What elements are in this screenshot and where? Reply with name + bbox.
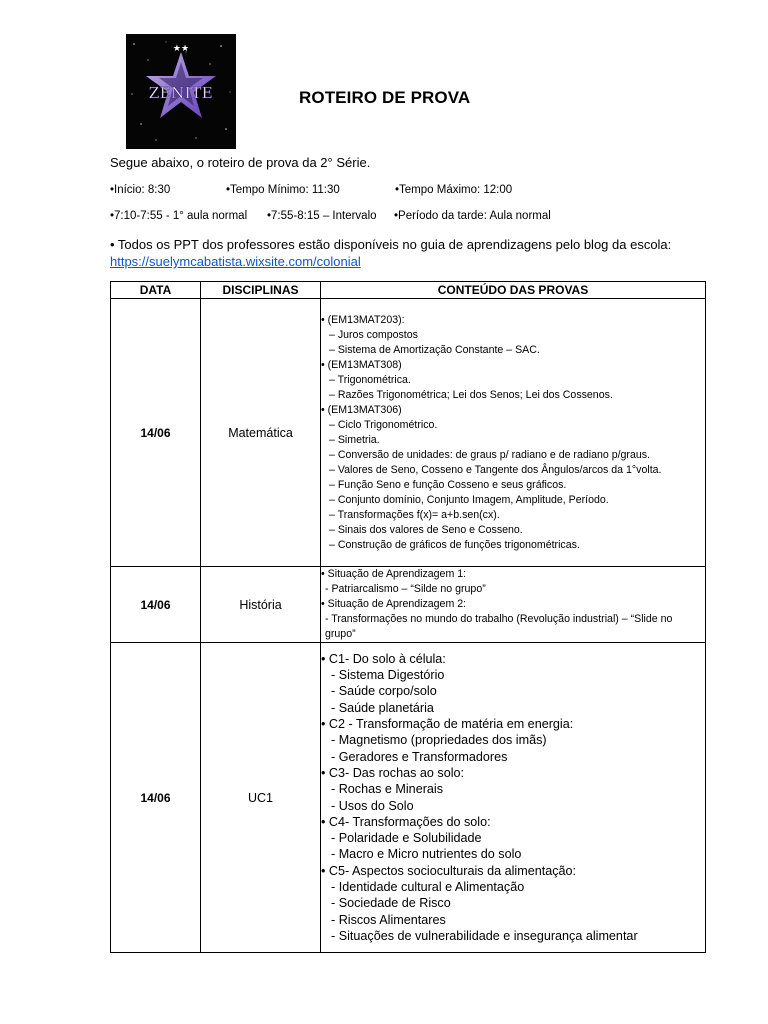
svg-text:★★: ★★	[172, 44, 190, 54]
content-item: – Trigonométrica.	[329, 373, 411, 386]
content-item: • C4- Transformações do solo:	[321, 814, 491, 829]
content-item: - Geradores e Transformadores	[331, 749, 508, 764]
content-item: - Rochas e Minerais	[331, 782, 443, 797]
blog-link[interactable]: https://suelymcabatista.wixsite.com/colonial	[110, 254, 361, 269]
afternoon-period: •Período da tarde: Aula normal	[394, 210, 551, 222]
content-item: - Identidade cultural e Alimentação	[331, 879, 525, 894]
content-item: - Situações de vulnerabilidade e insegurança alimentar	[331, 928, 638, 943]
content-item: – Razões Trigonométrica; Lei dos Senos; Lei dos Cossenos.	[329, 388, 613, 401]
content-item: - Patriarcalismo – “Silde no grupo”	[325, 583, 486, 595]
content-item: - Saúde planetária	[331, 700, 434, 715]
table-row	[111, 643, 706, 953]
intro-text: Segue abaixo, o roteiro de prova da 2° Série.	[110, 155, 371, 170]
row-content	[321, 643, 706, 953]
content-item: • C3- Das rochas ao solo:	[321, 765, 465, 780]
content-item: - Macro e Micro nutrientes do solo	[331, 847, 522, 862]
row-discipline: UC1	[201, 643, 321, 953]
header-content: CONTEÚDO DAS PROVAS	[321, 282, 706, 299]
content-item: – Simetria.	[329, 433, 380, 446]
content-item: – Sistema de Amortização Constante – SAC.	[329, 343, 540, 356]
content-item: - Magnetismo (propriedades dos imãs)	[331, 733, 547, 748]
table-row	[111, 299, 706, 567]
row-discipline: História	[201, 567, 321, 643]
content-item: – Conversão de unidades: de graus p/ radiano e de radiano p/graus.	[329, 448, 650, 461]
header-disciplines: DISCIPLINAS	[201, 282, 321, 299]
content-item: - Transformações no mundo do trabalho (Revolução industrial) – “Slide no grupo”	[325, 613, 673, 640]
row-content	[321, 567, 706, 643]
content-item: - Riscos Alimentares	[331, 912, 446, 927]
row-date: 14/06	[111, 643, 201, 953]
start-time: •Início: 8:30	[110, 184, 171, 196]
content-item: – Conjunto domínio, Conjunto Imagem, Amplitude, Período.	[329, 493, 609, 506]
logo-text: ZENITE	[148, 84, 214, 102]
school-logo	[126, 34, 236, 149]
star-logo-icon	[126, 34, 236, 149]
min-time: •Tempo Mínimo: 11:30	[226, 184, 340, 196]
content-item: • (EM13MAT308)	[321, 358, 402, 371]
content-item: – Função Seno e função Cosseno e seus gráficos.	[329, 478, 567, 491]
content-item: - Sistema Digestório	[331, 668, 445, 683]
break-time: •7:55-8:15 – Intervalo	[267, 210, 377, 222]
content-item: • Situação de Aprendizagem 2:	[321, 598, 467, 610]
header-date: DATA	[111, 282, 201, 299]
content-item: • Situação de Aprendizagem 1:	[321, 568, 467, 580]
content-item: - Saúde corpo/solo	[331, 684, 437, 699]
max-time: •Tempo Máximo: 12:00	[395, 184, 513, 196]
table-row	[111, 567, 706, 643]
table-header-row	[111, 282, 706, 299]
content-item: • (EM13MAT306)	[321, 403, 402, 416]
notice-text: • Todos os PPT dos professores estão disponíveis no guia de aprendizagens pelo blog da escola: https://suelymcabatista.wixsite.com/colonial	[110, 237, 672, 269]
content-item: – Transformações f(x)= a+b.sen(cx).	[329, 508, 500, 521]
content-item: – Construção de gráficos de funções trigonométricas.	[329, 538, 580, 551]
content-item: • C2 - Transformação de matéria em energia:	[321, 717, 574, 732]
content-item: - Usos do Solo	[331, 798, 414, 813]
content-item: • C5- Aspectos socioculturais da alimentação:	[321, 863, 577, 878]
content-item: • C1- Do solo à célula:	[321, 651, 446, 666]
content-item: - Sociedade de Risco	[331, 896, 451, 911]
content-item: – Valores de Seno, Cosseno e Tangente dos Ângulos/arcos da 1°volta.	[329, 463, 662, 476]
row-content	[321, 299, 706, 567]
content-item: – Juros compostos	[329, 328, 418, 341]
row-discipline: Matemática	[201, 299, 321, 567]
content-item: – Sinais dos valores de Seno e Cosseno.	[329, 523, 523, 536]
first-class: •7:10-7:55 - 1° aula normal	[110, 210, 248, 222]
row-date: 14/06	[111, 567, 201, 643]
exam-table	[110, 281, 706, 953]
content-item: - Polaridade e Solubilidade	[331, 831, 482, 846]
content-item: – Ciclo Trigonométrico.	[329, 418, 438, 431]
row-date: 14/06	[111, 299, 201, 567]
page-title: ROTEIRO DE PROVA	[299, 88, 471, 107]
content-item: • (EM13MAT203):	[321, 313, 405, 326]
